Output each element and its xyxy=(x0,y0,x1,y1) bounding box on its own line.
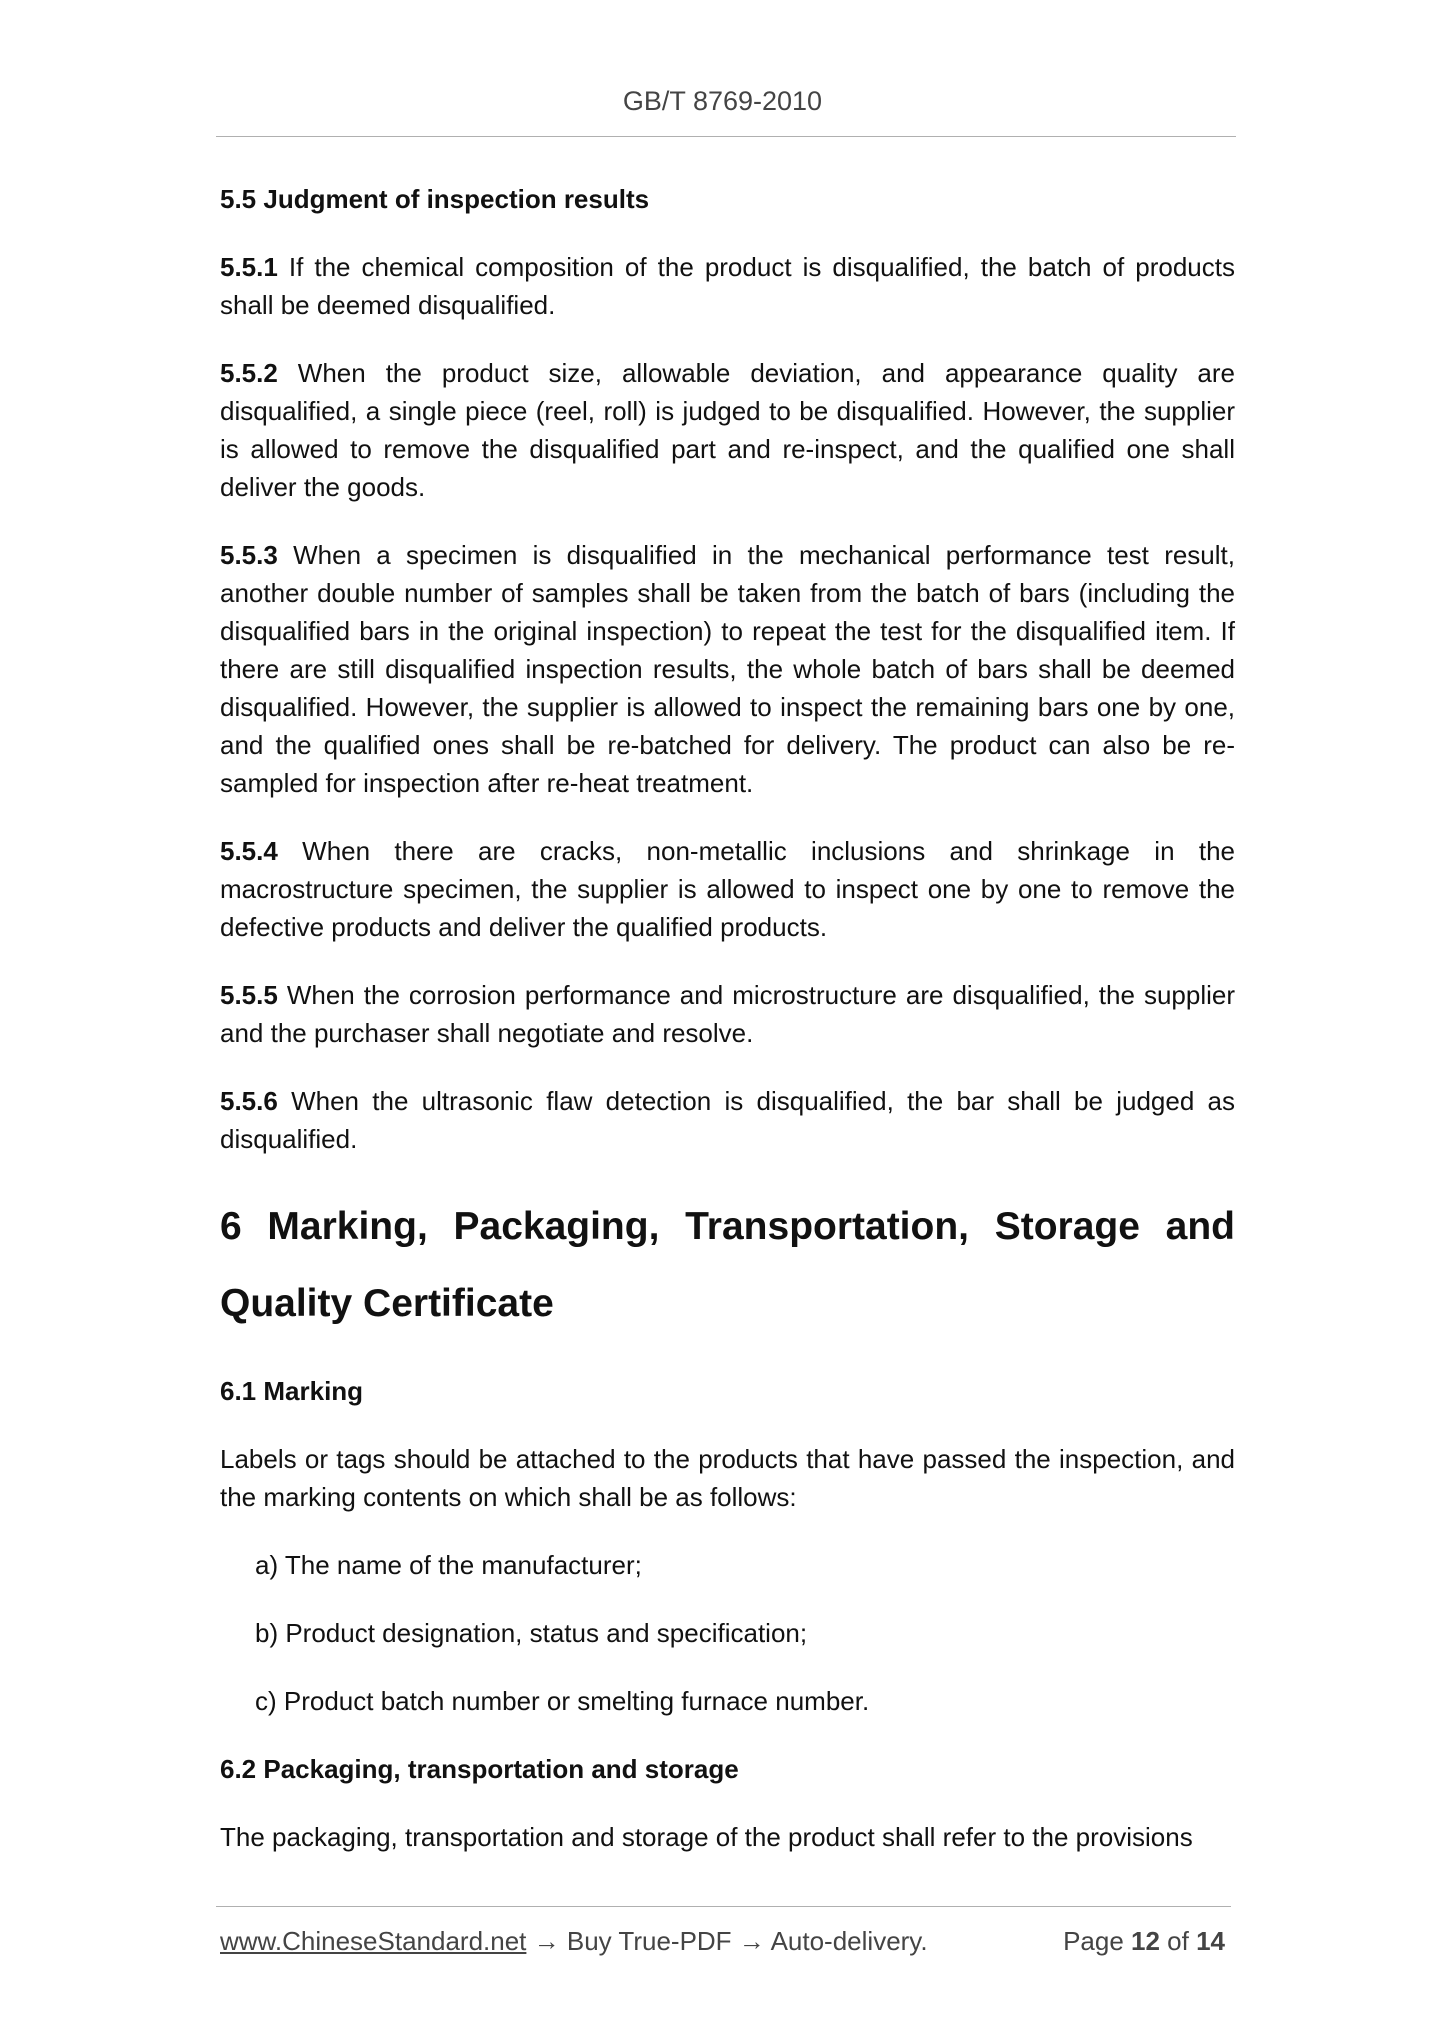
clause-5-5-1 xyxy=(220,248,1235,324)
of-label: of xyxy=(1159,1926,1197,1956)
footer-divider xyxy=(216,1906,1231,1907)
clause-5-5-6 xyxy=(220,1082,1235,1158)
section-6-1-heading: 6.1 Marking xyxy=(220,1376,364,1406)
header-divider xyxy=(216,136,1236,137)
clause-text: When the product size, allowable deviation, and appearance quality are disqualified, a single piece (reel, roll) is judged to be disqualified. However, the supplier is allowed to remove the disqualified part and re-inspect, and the qualified one shall deliver the goods. xyxy=(220,358,1235,502)
page-content xyxy=(220,180,1235,1856)
page-total: 14 xyxy=(1196,1926,1225,1956)
clause-5-5-3 xyxy=(220,536,1235,802)
list-item: b) Product designation, status and specification; xyxy=(255,1618,808,1648)
packaging-text: The packaging, transportation and storage of the product shall refer to the provisions xyxy=(220,1822,1193,1852)
clause-number: 5.5.2 xyxy=(220,358,278,388)
clause-text: When a specimen is disqualified in the mechanical performance test result, another double number of samples shall be taken from the batch of bars (including the disqualified bars in the original inspection) to repeat the test for the disqualified item. If there are still disqualified inspection results, the whole batch of bars shall be deemed disqualified. However, the supplier is allowed to inspect the remaining bars one by one, and the qualified ones shall be re-batched for delivery. The product can also be re-sampled for inspection after re-heat treatment. xyxy=(220,540,1235,798)
clause-text: When the corrosion performance and microstructure are disqualified, the supplier and the purchaser shall negotiate and resolve. xyxy=(220,980,1235,1048)
clause-text: When there are cracks, non-metallic inclusions and shrinkage in the macrostructure specimen, the supplier is allowed to inspect one by one to remove the defective products and deliver the qualified products. xyxy=(220,836,1235,942)
website-link[interactable]: www.ChineseStandard.net xyxy=(220,1926,527,1956)
footer-left xyxy=(220,1926,928,1957)
page-indicator xyxy=(1063,1926,1225,1957)
clause-5-5-4 xyxy=(220,832,1235,946)
marking-intro: Labels or tags should be attached to the products that have passed the inspection, and the marking contents on which shall be as follows: xyxy=(220,1444,1235,1512)
list-item: c) Product batch number or smelting furnace number. xyxy=(255,1686,870,1716)
footer-tagline: → Buy True-PDF → Auto-delivery. xyxy=(526,1926,928,1956)
section-6-heading xyxy=(220,1188,1235,1342)
clause-text: If the chemical composition of the product is disqualified, the batch of products shall be deemed disqualified. xyxy=(220,252,1235,320)
clause-number: 5.5.6 xyxy=(220,1086,278,1116)
section-5-5-heading: 5.5 Judgment of inspection results xyxy=(220,184,650,214)
section-6-2-heading: 6.2 Packaging, transportation and storage xyxy=(220,1754,739,1784)
clause-number: 5.5.4 xyxy=(220,836,278,866)
list-item: a) The name of the manufacturer; xyxy=(255,1550,642,1580)
page-footer xyxy=(220,1926,1225,1957)
document-id-header: GB/T 8769-2010 xyxy=(622,86,823,116)
clause-number: 5.5.3 xyxy=(220,540,278,570)
clause-number: 5.5.1 xyxy=(220,252,278,282)
section-6-heading-line1: 6 Marking, Packaging, Transportation, Storage and xyxy=(220,1205,1235,1248)
clause-5-5-5 xyxy=(220,976,1235,1052)
page-label: Page xyxy=(1063,1926,1132,1956)
section-6-heading-line2: Quality Certificate xyxy=(220,1282,554,1325)
clause-5-5-2 xyxy=(220,354,1235,506)
page-number: 12 xyxy=(1131,1926,1160,1956)
clause-number: 5.5.5 xyxy=(220,980,278,1010)
clause-text: When the ultrasonic flaw detection is disqualified, the bar shall be judged as disqualified. xyxy=(220,1086,1235,1154)
